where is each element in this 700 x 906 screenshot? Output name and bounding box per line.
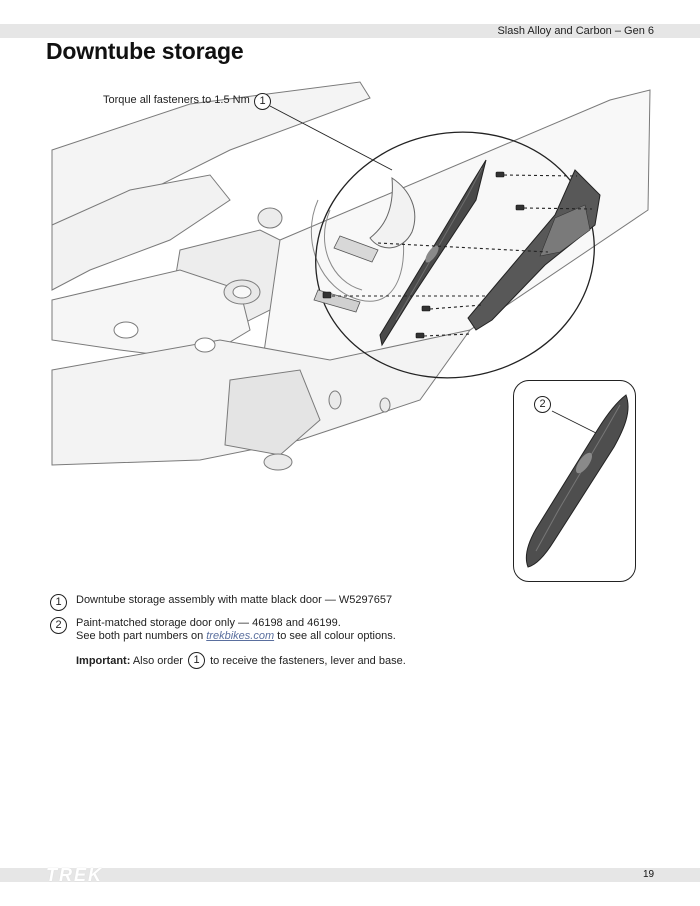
document-title: Slash Alloy and Carbon – Gen 6 [497, 25, 654, 37]
important-ref-number: 1 [188, 652, 205, 669]
callout-1: 1 [254, 93, 271, 110]
torque-note: Torque all fasteners to 1.5 Nm [103, 94, 250, 106]
note-2-number: 2 [50, 617, 67, 634]
page-number: 19 [643, 869, 655, 880]
important-prefix: Also order [130, 655, 187, 667]
note-2-line2 [76, 630, 610, 643]
footer-bar [0, 868, 700, 882]
note-item-2 [50, 617, 610, 643]
storage-door-illustration [514, 381, 635, 581]
parts-notes [50, 594, 610, 670]
important-label: Important: [76, 655, 131, 667]
note-2-line2-prefix: See both part numbers on [76, 630, 207, 642]
note-item-1 [50, 594, 610, 607]
page-title: Downtube storage [46, 38, 244, 64]
trekbikes-link[interactable]: trekbikes.com [206, 630, 275, 642]
note-2-line2-suffix: to see all colour options. [274, 630, 396, 642]
note-2-line1: Paint-matched storage door only — 46198 and 46199. [76, 617, 341, 629]
callout-2: 2 [534, 396, 551, 413]
trek-logo: TREK [46, 865, 103, 885]
important-suffix: to receive the fasteners, lever and base. [207, 655, 406, 667]
note-1-text: Downtube storage assembly with matte black door — W5297657 [76, 594, 393, 606]
important-note [50, 653, 610, 670]
inset-storage-door-box [513, 380, 636, 582]
note-1-number: 1 [50, 594, 67, 611]
